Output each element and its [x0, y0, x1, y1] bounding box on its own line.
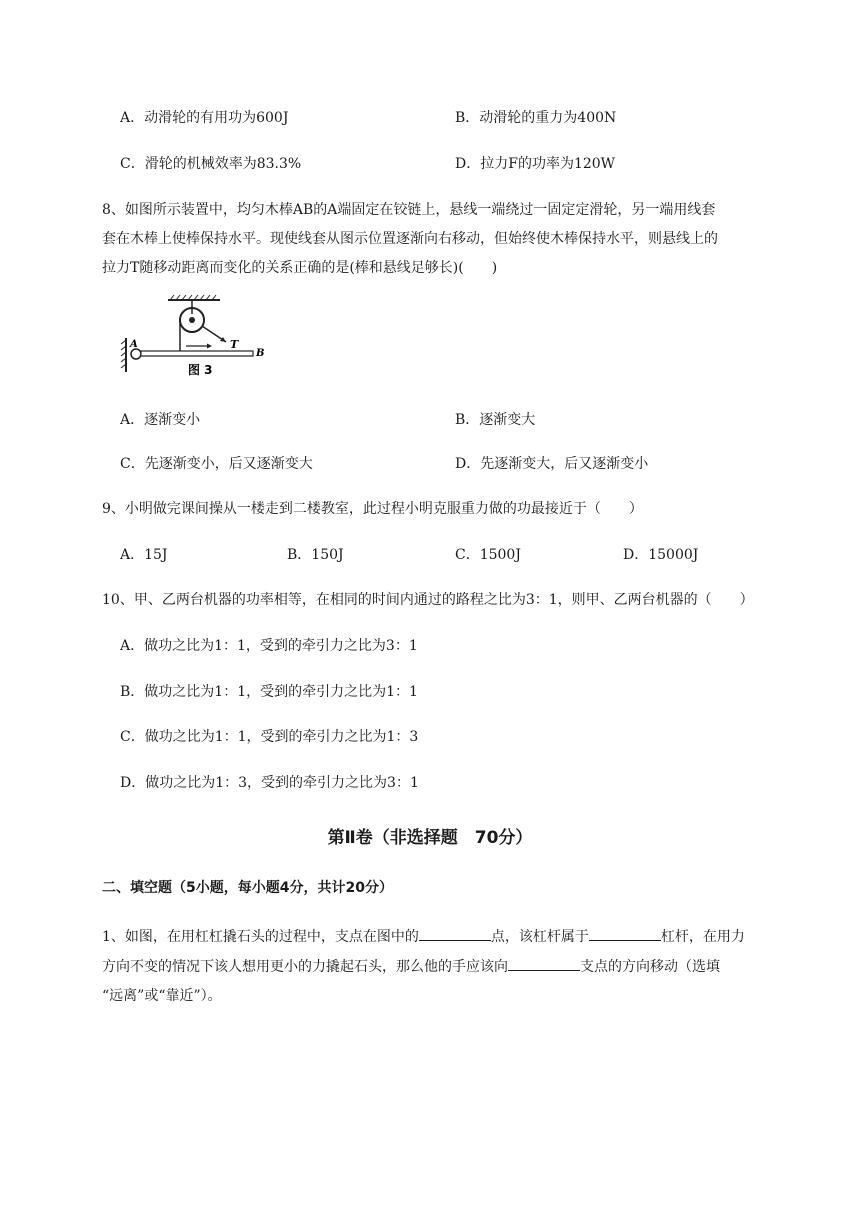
q10-option-b: B．做功之比为1：1，受到的牵引力之比为1：1 — [120, 684, 418, 700]
rod-ab — [141, 351, 253, 356]
label-t: T — [230, 338, 239, 351]
q8-option-a: A．逐渐变小 — [120, 412, 201, 428]
q9-text: 9、小明做完课间操从一楼走到二楼教室，此过程小明克服重力做的功最接近于（ ） — [102, 501, 643, 517]
figure-caption: 图 3 — [188, 363, 213, 377]
wall-support — [121, 338, 126, 372]
q10-option-d: D．做功之比为1：3，受到的牵引力之比为3：1 — [120, 775, 419, 791]
fill1-line-3: “远离”或“靠近”）。 — [102, 988, 222, 1004]
q7-option-d: D．拉力F的功率为120W — [455, 156, 616, 172]
fill1-line-1 — [102, 926, 745, 947]
q8-option-c: C．先逐渐变小，后又逐渐变大 — [120, 456, 313, 472]
q7-option-b: B．动滑轮的重力为400N — [455, 110, 617, 126]
fill1-line-2 — [102, 956, 720, 977]
label-a: A — [130, 339, 138, 350]
q10-option-c: C．做功之比为1：1，受到的牵引力之比为1：3 — [120, 729, 419, 745]
q9-option-b: B．150J — [287, 547, 344, 563]
part-two-title: 第Ⅱ卷（非选择题 70分） — [327, 828, 533, 848]
q7-option-c: C．滑轮的机械效率为83.3% — [120, 156, 302, 172]
q10-text: 10、甲、乙两台机器的功率相等，在相同的时间内通过的路程之比为3：1，则甲、乙两台机器的（ ） — [102, 592, 754, 608]
q9-option-a: A．15J — [120, 547, 168, 563]
q8-option-d: D．先逐渐变大，后又逐渐变小 — [455, 456, 649, 472]
q7-option-a: A．动滑轮的有用功为600J — [120, 110, 289, 126]
section-heading-fill-in: 二、填空题（5小题，每小题4分，共计20分） — [102, 880, 393, 896]
fill1-blank-2[interactable] — [589, 926, 661, 941]
hinge-icon — [131, 349, 141, 359]
fill1-text-4: 方向不变的情况下该人想用更小的力撬起石头，那么他的手应该向 — [102, 959, 508, 975]
q9-option-d: D．15000J — [623, 547, 699, 563]
fill1-text-2: 点，该杠杆属于 — [490, 929, 589, 945]
q8-line-3: 拉力T随移动距离而变化的关系正确的是(棒和悬线足够长)( ) — [102, 260, 498, 276]
ceiling-support — [168, 295, 220, 314]
fill1-blank-1[interactable] — [419, 926, 491, 941]
fill1-blank-3[interactable] — [508, 956, 580, 971]
pulley-lever-figure — [120, 292, 270, 378]
q9-option-c: C．1500J — [455, 547, 521, 563]
fill1-text-5: 支点的方向移动（选填 — [580, 959, 720, 975]
q10-option-a: A．做功之比为1：1，受到的牵引力之比为3：1 — [120, 638, 418, 654]
fill1-text-1: 1、如图，在用杠杠撬石头的过程中，支点在图中的 — [102, 929, 419, 945]
label-b: B — [256, 348, 265, 359]
q8-line-2: 套在木棒上使棒保持水平。现使线套从图示位置逐渐向右移动，但始终使木棒保持水平，则悬线上的 — [102, 231, 718, 247]
q8-option-b: B．逐渐变大 — [455, 412, 536, 428]
q8-line-1: 8、如图所示装置中，均匀木棒AB的A端固定在铰链上，悬线一端绕过一固定定滑轮，另一端用线套 — [102, 202, 716, 218]
fill1-text-3: 杠杆，在用力 — [660, 929, 745, 945]
